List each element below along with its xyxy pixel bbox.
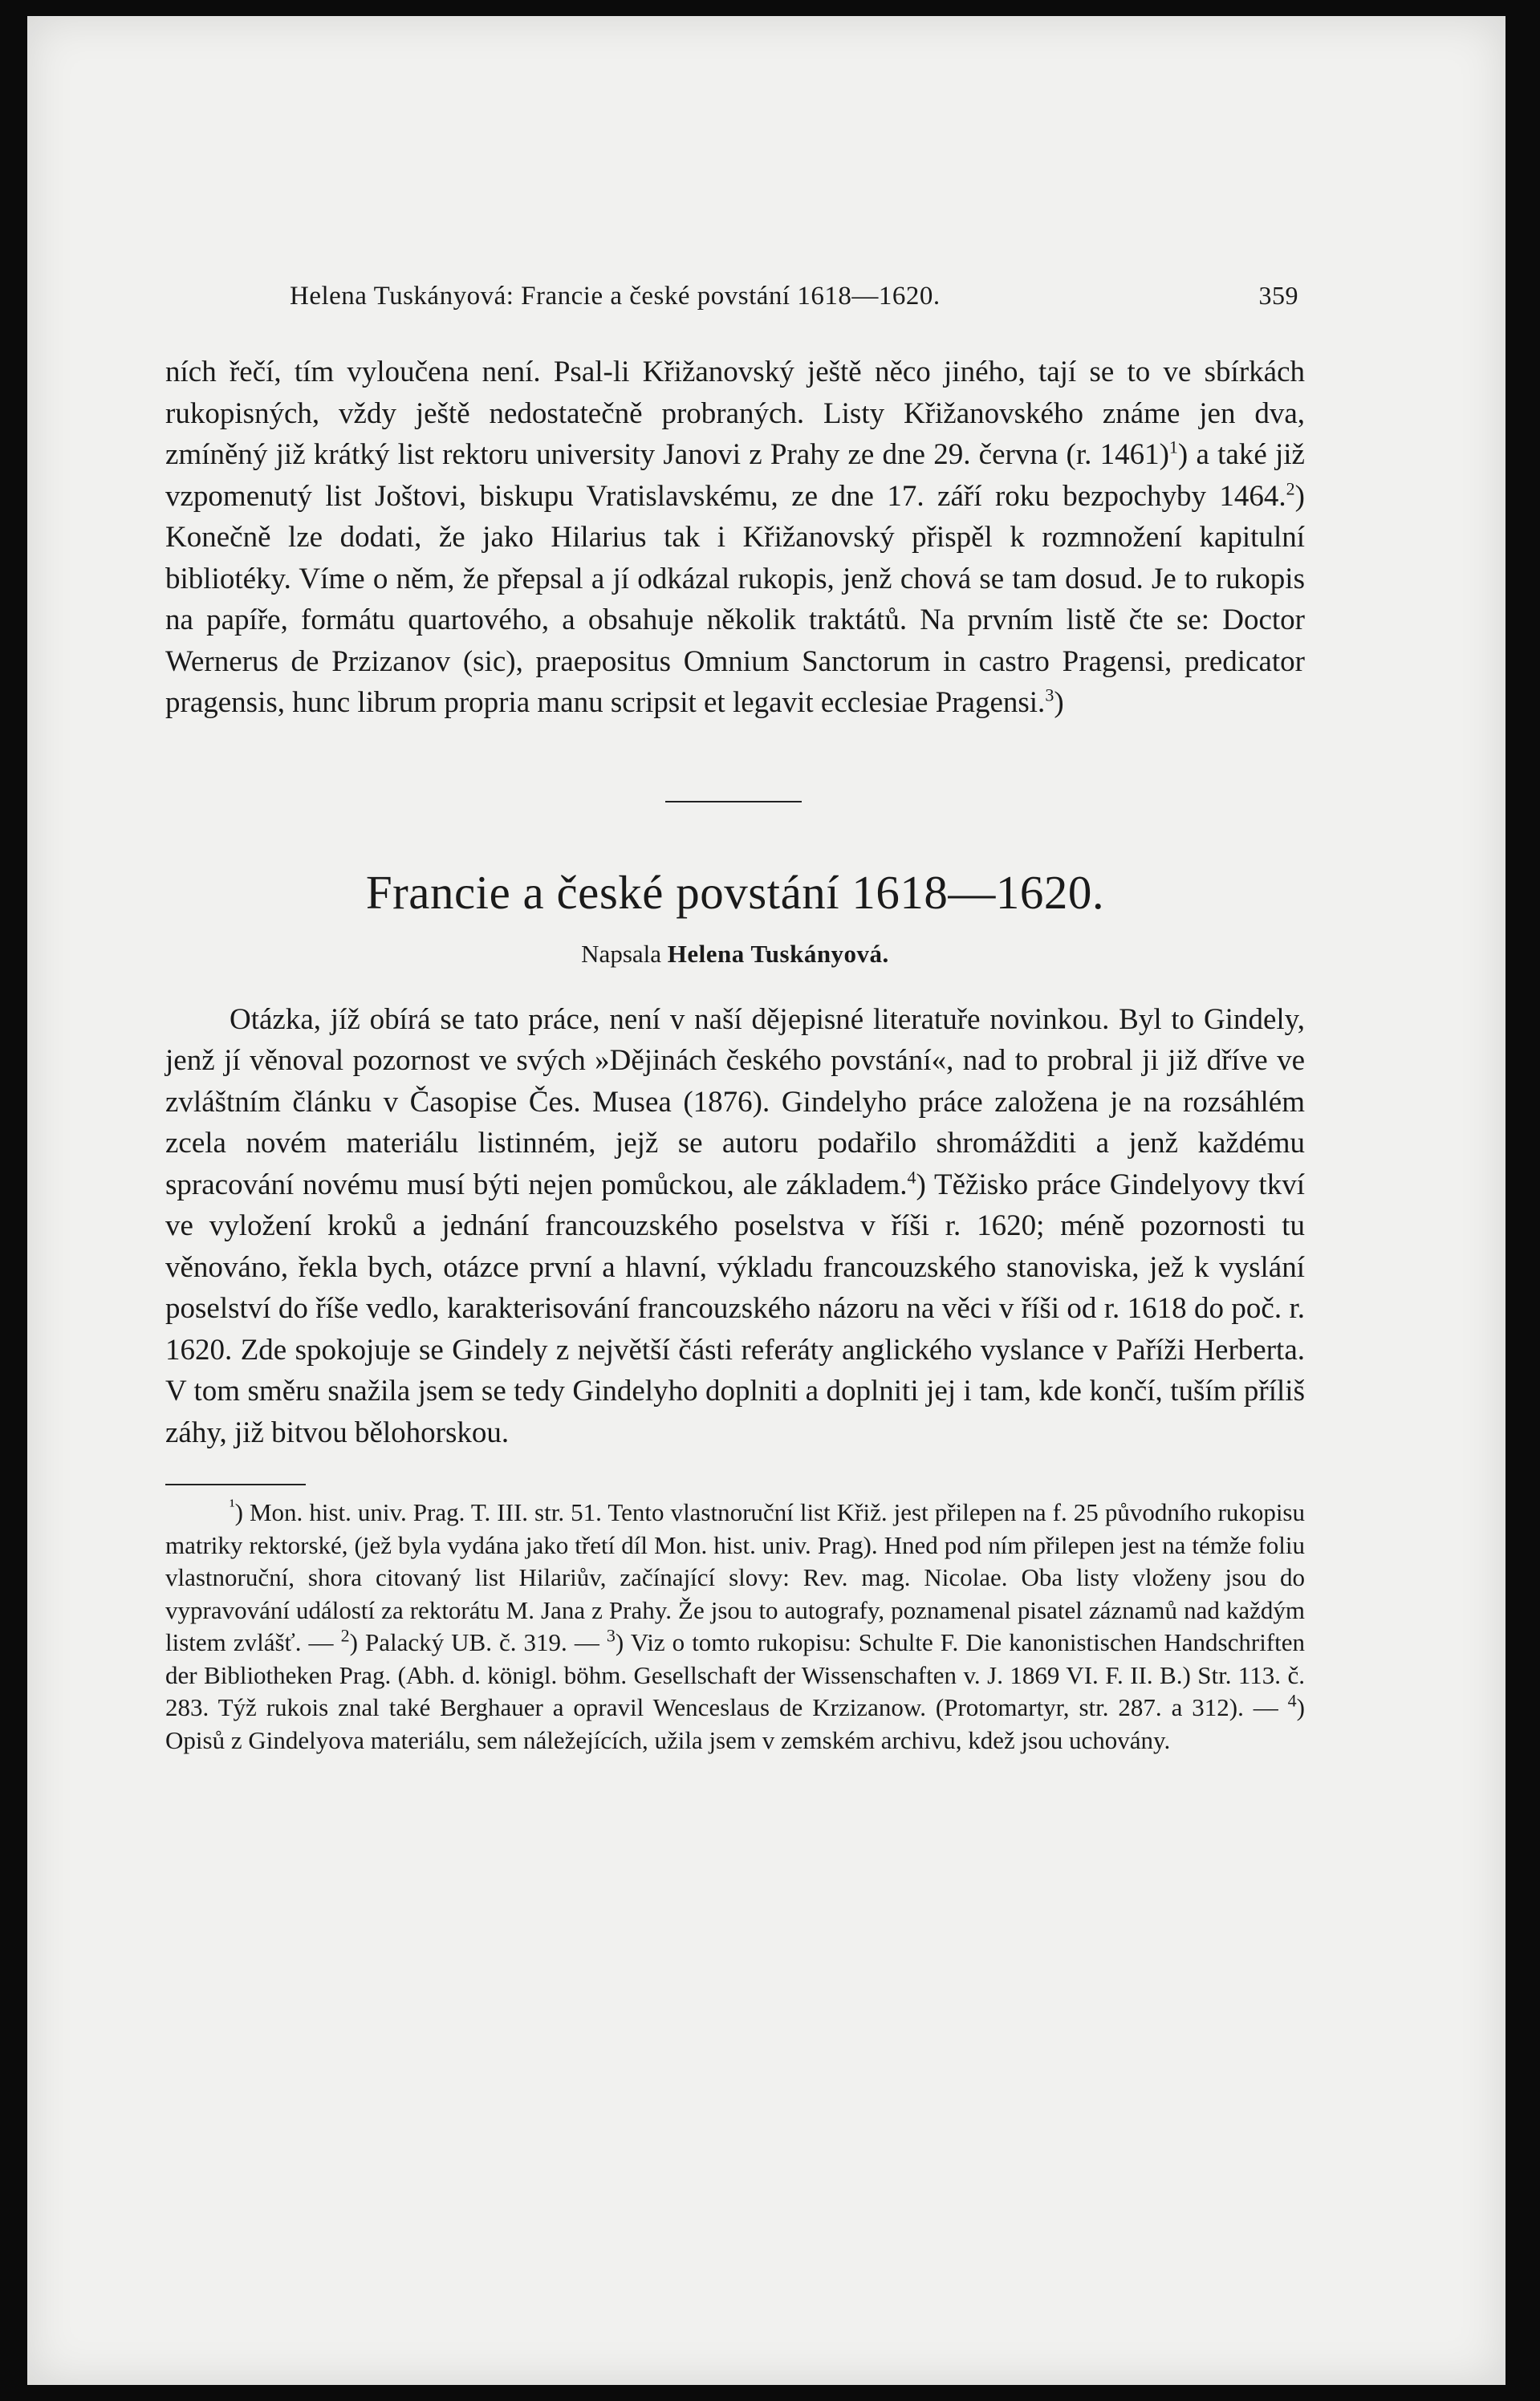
byline (165, 940, 1305, 969)
paragraph2-text-1: Otázka, jíž obírá se tato práce, není v naší dějepisné literatuře novinkou. Byl to Gindely, jenž jí věnoval pozornost ve svých »Dějinách českého povstání«, nad to probral ji již dříve ve zvláštním článku v Časopise Čes. Musea (1876). Gindelyho práce založena je na rozsáhlém zcela novém materiálu listinném, jejž se autoru podařilo shromážditi a jenž každému spracování novému musí býti nejen pomůckou, ale základem. (165, 1002, 1305, 1201)
footnote-ref-3: 3 (1045, 685, 1054, 705)
paragraph-continued (165, 351, 1305, 724)
footnote-marker-1: ¹ (230, 1495, 235, 1516)
footnote-marker-4: 4 (1287, 1690, 1297, 1711)
footnote-4-text: ) Opisů z Gindelyova materiálu, sem náležejících, užila jsem v zemském archivu, kdež jsou uchovány. (165, 1693, 1305, 1754)
footnote-2-text: ) Palacký UB. č. 319. — (349, 1628, 607, 1656)
footnote-1-text: ) Mon. hist. univ. Prag. T. III. str. 51. Tento vlastnoruční list Křiž. jest přilepen na f. 25 původního rukopisu matriky rektorské, (jež byla vydána jako třetí díl Mon. hist. univ. Prag). Hned pod ním přilepen jest na témže foliu vlastnoruční, shora citovaný list Hilariův, začínající slovy: Rev. mag. Nicolae. Oba listy vloženy jsou do vypravování událostí za rektorátu M. Jana z Prahy. Že jsou to autografy, poznamenal pisatel záznamů nad každým listem zvlášť. — (165, 1498, 1305, 1656)
paragraph1-text-1: ních řečí, tím vyloučena není. Psal-li Křižanovský ještě něco jiného, tají se to ve sbírkách rukopisných, vždy ještě nedostatečně probraných. Listy Křižanovského známe jen dva, zmíněný již krátký list rektoru university Janovi z Prahy ze dne 29. června (r. 1461) (165, 355, 1305, 471)
running-head-title: Helena Tuskányová: Francie a české povstání 1618—1620. (290, 282, 941, 311)
paragraph2-text-2: ) Těžisko práce Gindelyovy tkví ve vyložení kroků a jednání francouzského poselstva v říši r. 1620; méně pozornosti tu věnováno, řekla bych, otázce první a hlavní, výkladu francouzského stanoviska, jež k vyslání poselství do říše vedlo, karakterisování francouzského názoru na věci v říši od r. 1618 do poč. r. 1620. Zde spokojuje se Gindely z největší části referáty anglického vyslance v Paříži Herberta. V tom směru snažila jsem se tedy Gindelyho doplniti a doplniti jej i tam, kde končí, tuším příliš záhy, již bitvou bělohorskou. (165, 1168, 1305, 1449)
section-divider (665, 801, 802, 802)
footnote-ref-2: 2 (1286, 478, 1295, 499)
page-content (165, 281, 1305, 1781)
footnote-marker-3: 3 (606, 1625, 616, 1646)
paragraph1-text-4: ) (1054, 686, 1064, 719)
page-number: 359 (1258, 281, 1298, 310)
footnote-divider (165, 1484, 306, 1485)
byline-author: Helena Tuskányová. (667, 939, 889, 968)
footnotes (165, 1497, 1305, 1757)
article-title: Francie a české povstání 1618—1620. (365, 865, 1105, 919)
scanned-page (27, 16, 1505, 2385)
footnote-ref-1: 1 (1168, 437, 1178, 457)
paragraph1-text-2: ) a také již vzpomenutý list Joštovi, biskupu Vratislavskému, ze dne 17. září roku bezpochyby 1464. (165, 438, 1305, 513)
byline-prefix: Napsala (581, 939, 662, 968)
paragraph1-text-3: ) Konečně lze dodati, že jako Hilarius tak i Křižanovský přispěl k rozmnožení kapitulní bibliotéky. Víme o něm, že přepsal a jí odkázal rukopis, jenž chová se tam dosud. Je to rukopis na papíře, formátu quartového, a obsahuje několik traktátů. Na prvním listě čte se: Doctor Wernerus de Przizanov (sic), praepositus Omnium Sanctorum in castro Pragensi, predicator pragensis, hunc librum propria manu scripsit et legavit ecclesiae Pragensi. (165, 479, 1305, 719)
footnote-marker-2: 2 (340, 1625, 350, 1646)
running-head (290, 281, 1298, 311)
article-paragraph (165, 999, 1305, 1454)
footnote-3-text: ) Viz o tomto rukopisu: Schulte F. Die kanonistischen Handschriften der Bibliotheken Prag. (Abh. d. königl. böhm. Gesellschaft der Wissenschaften v. J. 1869 VI. F. II. B.) Str. 113. č. 283. Týž rukois znal také Berghauer a opravil Wenceslaus de Krzizanow. (Protomartyr, str. 287. a 312). — (165, 1628, 1306, 1721)
footnote-ref-4: 4 (907, 1167, 916, 1188)
